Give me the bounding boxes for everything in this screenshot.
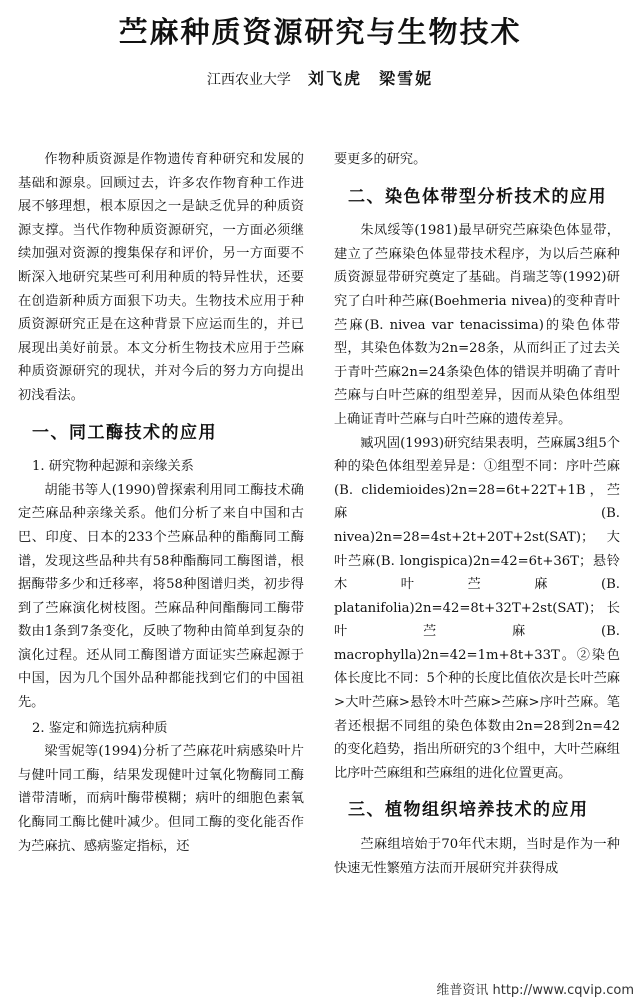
body-paragraph: 胡能书等人(1990)曾探索利用同工酶技术确定苎麻品种亲缘关系。他们分析了来自中国和古巴、印度、日本的233个苎麻品种的酯酶同工酶谱，发现这些品种共有58种酯酶同工酶图谱，根据酶带多少和迁移率，将58种图谱归类，初步得到了苎麻演化树枝图。苎麻品种间酯酶同工酶带数由1条到7条变化，反映了物种由简单到复杂的演化过程。还从同工酶图谱方面证实苎麻起源于中国，因为几个国外品种都能找到它们的中国祖先。: [18, 482, 304, 711]
section-heading: 二、染色体带型分析技术的应用: [348, 186, 607, 207]
intro-paragraph: 作物种质资源是作物遗传育种研究和发展的基础和源泉。回顾过去，许多农作物育种工作进展不够理想，根本原因之一是缺乏优异的种质资源支撑。当代作物种质资源研究，一方面必须继续加强对资源的搜集保存和评价，另一方面要不断深入地研究某些可利用种质的特异性状，还要在创造新种质方面狠下功夫。生物技术应用于种质资源研究正是在这种背景下应运而生的，并已展现出美好前景。本文分析生物技术应用于苎麻种质资源研究的现状，并对今后的努力方向提出初浅看法。: [18, 152, 304, 403]
subsection-heading: 2. 鉴定和筛选抗病种质: [32, 720, 168, 736]
body-paragraph: 臧巩固(1993)研究结果表明，苎麻属3组5个种的染色体组型差异是：①组型不同：序叶苎麻(B. clidemioides)2n=28=6t+22T+1B，苎麻(B. nivea)2n=28=4st+2t+20T+2st(SAT)；大叶苎麻(B. longispica)2n=42=6t+36T；悬铃木叶苎麻(B. platanifolia)2n=42=8t+32T+2st(SAT)；长叶苎麻(B. macrophylla)2n=42=1m+8t+33T。②染色体长度比不同：5个种的长度比值依次是长叶苎麻>大叶苎麻>悬铃木叶苎麻>苎麻>序叶苎麻。笔者还根据不同组的染色体数由2n=28到2n=42的变化趋势，指出所研究的3个组中，大叶苎麻组比序叶苎麻组和苎麻组的进化位置更高。: [334, 435, 620, 781]
section-heading: 一、同工酶技术的应用: [32, 422, 217, 443]
author-name: 梁雪妮: [379, 69, 434, 88]
author-name: 刘飞虎: [307, 69, 362, 88]
author-line: [0, 66, 640, 89]
affiliation: 江西农业大学: [206, 72, 291, 88]
section-heading: 三、植物组织培养技术的应用: [348, 800, 589, 821]
body-paragraph: 梁雪妮等(1994)分析了苎麻花叶病感染叶片与健叶同工酶，结果发现健叶过氧化物酶同工酶谱带清晰，而病叶酶带模糊；病叶的细胞色素氧化酶同工酶比健叶减少。但同工酶的变化能否作为苎麻抗、感病鉴定指标，还: [18, 744, 304, 854]
left-column: [18, 148, 304, 858]
article-title: 苎麻种质资源研究与生物技术: [118, 15, 522, 49]
subsection-heading: 1. 研究物种起源和亲缘关系: [32, 459, 194, 475]
body-paragraph: 要更多的研究。: [334, 152, 427, 167]
body-paragraph: 苎麻组培始于70年代末期，当时是作为一种快速无性繁殖方法而开展研究并获得成: [334, 837, 620, 876]
right-column: [334, 148, 620, 880]
body-paragraph: 朱凤绥等(1981)最早研究苎麻染色体显带，建立了苎麻染色体显带技术程序，为以后苎麻种质资源显带研究奠定了基础。肖瑞芝等(1992)研究了白叶种苎麻(Boehmeria nivea)的变种青叶苎麻(B. nivea var tenacissima)的染色体带型，其染色体数为2n=28条，从而纠正了过去关于青叶苎麻2n=24条染色体的错误并明确了青叶苎麻与白叶苎麻的组型差异，因而从染色体组型上确证青叶苎麻与白叶苎麻的遗传差异。: [334, 223, 620, 427]
watermark: 维普资讯 http://www.cqvip.com: [436, 979, 634, 998]
